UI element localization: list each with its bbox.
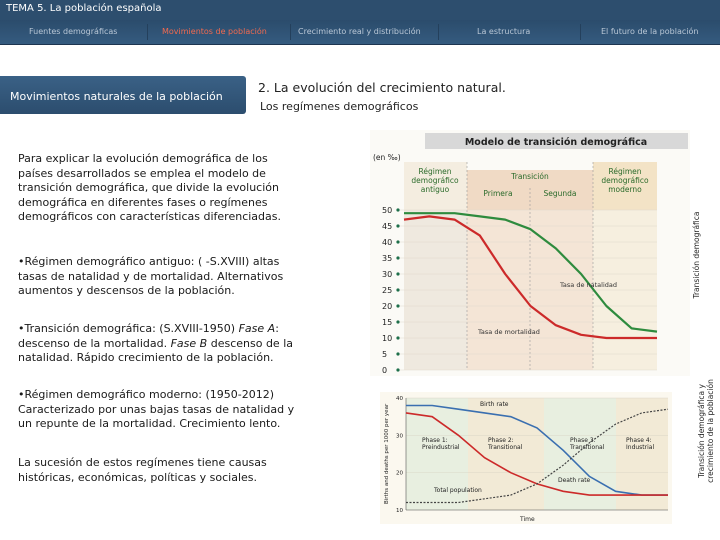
chart2-ytick: 30 xyxy=(396,433,403,440)
chart2-phase1-a: Phase 1: xyxy=(422,437,448,444)
transicion-text-a: •Transición demográfica: (S.XVIII-1950) xyxy=(18,322,239,335)
phase-primera: Primera xyxy=(483,189,513,198)
side-label-chart2a: Transición demográfica y xyxy=(697,384,706,478)
chart2-xlabel: Time xyxy=(520,516,535,523)
chart2-ytick: 10 xyxy=(396,508,403,514)
section-subheading: Los regímenes demográficos xyxy=(260,100,419,113)
chart1-ytick-dot xyxy=(396,336,399,339)
chart1-ytick: 5 xyxy=(382,350,388,359)
chart1-ytick-dot xyxy=(396,256,399,259)
transicion-text-c: descenso de la natalidad. Rápido crecimiento de la población. xyxy=(18,336,293,364)
chart1-ytick-dot xyxy=(396,224,399,227)
chart2-ytick: 20 xyxy=(396,470,403,477)
paragraph-moderno: •Régimen demográfico moderno: (1950-2012) Caracterizado por unas bajas tasas de natalidad y un repunte de la mortalidad. Crecimiento lento. xyxy=(18,388,295,430)
phase-moderno-l3: moderno xyxy=(608,185,642,194)
side-label-chart2b: crecimiento de la población xyxy=(706,379,715,483)
chart1-ytick-dot xyxy=(396,368,399,371)
page-title: TEMA 5. La población española xyxy=(6,3,162,14)
chart1-ytick-dot xyxy=(396,352,399,355)
chart1-ytick-dot xyxy=(396,288,399,291)
tab-movimientos[interactable]: Movimientos de población xyxy=(162,27,267,36)
chart1-ytick: 0 xyxy=(382,366,388,375)
tab-fuentes[interactable]: Fuentes demográficas xyxy=(29,27,118,36)
label-mortalidad: Tasa de mortalidad xyxy=(478,328,540,336)
chart1-ytick-dot xyxy=(396,320,399,323)
chart-transicion xyxy=(370,130,690,376)
chart2-phase4-b: Industrial xyxy=(626,444,655,451)
phase-segunda: Segunda xyxy=(543,189,577,198)
paragraph-intro: Para explicar la evolución demográfica de los países desarrollados se emplea el modelo de transición demográfica, que divide la evolución demográfica en diferentes fases o regímenes demográficos con características diferenciadas. xyxy=(18,152,281,223)
chart1-ytick-dot xyxy=(396,272,399,275)
chart1-ytick: 10 xyxy=(382,334,393,343)
chart1-ytick: 30 xyxy=(382,270,393,279)
phase-transicion: Transición xyxy=(511,172,549,181)
section-nav xyxy=(0,20,720,45)
chart2-phase4-a: Phase 4: xyxy=(626,437,652,444)
phase-moderno-l1: Régimen xyxy=(608,167,642,176)
side-tab[interactable] xyxy=(0,76,246,114)
paragraph-transicion xyxy=(18,322,310,366)
chart2-birth-label: Birth rate xyxy=(480,401,509,408)
chart1-ytick-dot xyxy=(396,304,399,307)
chart-crecimiento xyxy=(380,392,672,524)
phase-antiguo-l3: antiguo xyxy=(420,185,450,194)
phase-moderno-l2: demográfico xyxy=(601,176,649,185)
chart1-ytick: 25 xyxy=(382,286,393,295)
chart2-phase2-b: Transitional xyxy=(488,444,523,451)
chart1-ytick: 50 xyxy=(382,206,393,215)
chart1-title: Modelo de transición demográfica xyxy=(464,137,648,148)
tab-crecimiento[interactable]: Crecimiento real y distribución xyxy=(298,27,421,36)
side-label-chart1: Transición demográfica xyxy=(692,211,701,299)
fase-a-label: Fase A xyxy=(238,322,276,335)
chart2-ylabel: Births and deaths per 1000 per year xyxy=(384,403,390,504)
tab-estructura[interactable]: La estructura xyxy=(477,27,531,36)
chart2-phase3-b: Transitional xyxy=(570,444,605,451)
chart1-ytick: 20 xyxy=(382,302,393,311)
side-tab-label: Movimientos naturales de la población xyxy=(10,90,223,103)
chart2-phase1-b: Preindustrial xyxy=(422,444,460,451)
chart1-ytick: 40 xyxy=(382,238,393,247)
chart1-ytick: 35 xyxy=(382,254,393,263)
tab-futuro[interactable]: El futuro de la población xyxy=(601,27,699,36)
phase-antiguo-l2: demográfico xyxy=(411,176,459,185)
chart2-total-label: Total population xyxy=(434,487,482,494)
chart1-ytick: 45 xyxy=(382,222,393,231)
paragraph-antiguo: •Régimen demográfico antiguo: ( -S.XVIII) altas tasas de natalidad y de mortalidad. Alternativos aumentos y descensos de la población. xyxy=(18,255,284,297)
paragraph-causas: La sucesión de estos regímenes tiene causas históricas, económicas, políticas y sociales. xyxy=(18,456,267,484)
chart1-unit: (en ‰) xyxy=(373,153,401,162)
chart1-ytick: 15 xyxy=(382,318,393,327)
label-natalidad: Tasa de natalidad xyxy=(560,281,617,289)
top-bar xyxy=(0,0,720,20)
section-heading: 2. La evolución del crecimiento natural. xyxy=(258,80,506,95)
chart2-ytick: 40 xyxy=(396,396,403,402)
phase-antiguo-l1: Régimen xyxy=(418,167,452,176)
chart1-ytick-dot xyxy=(396,240,399,243)
fase-b-label: Fase B xyxy=(170,336,208,350)
chart2-death-label: Death rate xyxy=(558,477,591,484)
chart1-ytick-dot xyxy=(396,208,399,211)
transicion-text-b: : descenso de la mortalidad. xyxy=(18,322,279,350)
chart2-phase3-a: Phase 3: xyxy=(570,437,596,444)
chart2-phase2-a: Phase 2: xyxy=(488,437,514,444)
